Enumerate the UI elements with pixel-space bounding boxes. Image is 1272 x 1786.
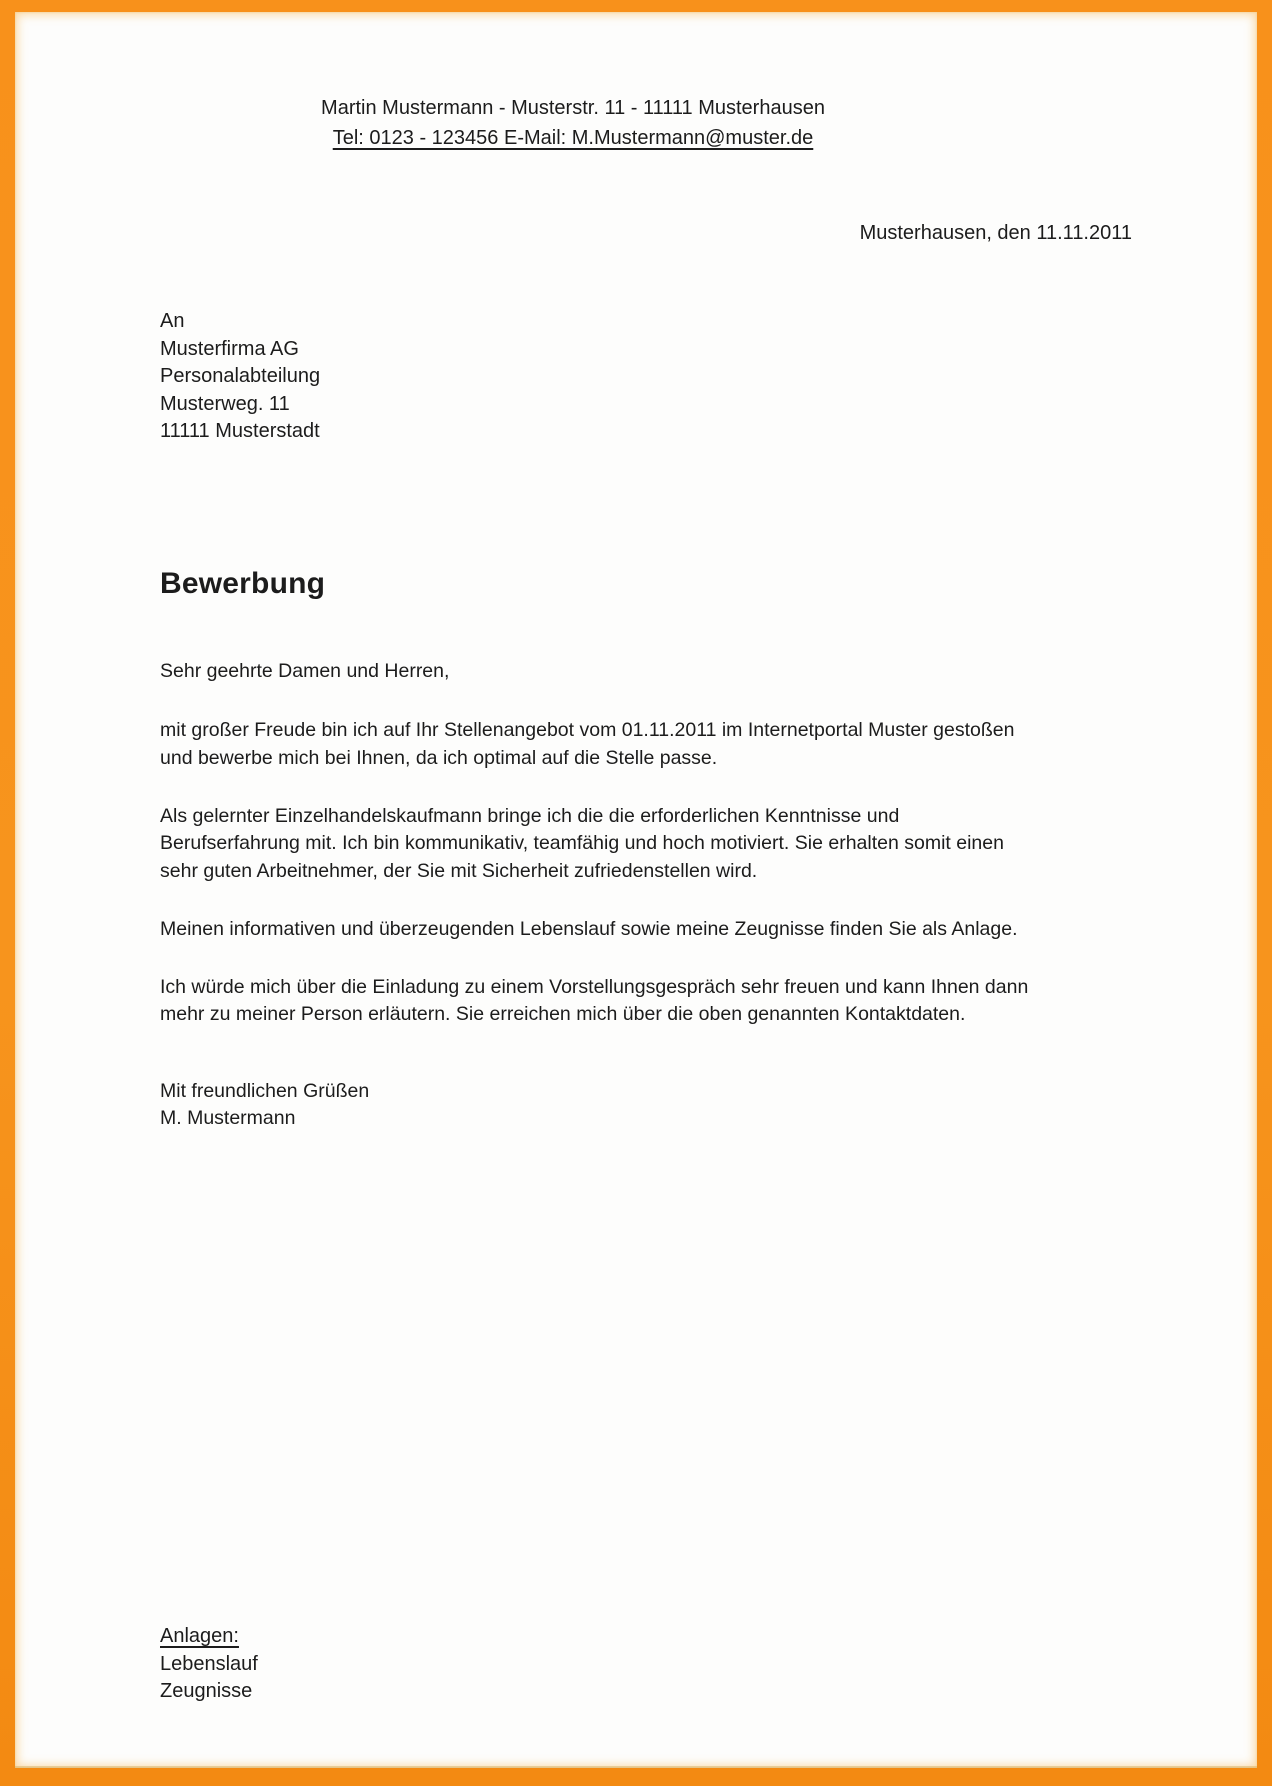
text-line: und bewerbe mich bei Ihnen, da ich optimal auf die Stelle passe. xyxy=(160,746,718,769)
sender-address-line: Martin Mustermann - Musterstr. 11 - 11111 Musterhausen xyxy=(321,97,825,119)
body-paragraphs xyxy=(160,717,1150,1059)
text-line: sehr guten Arbeitnehmer, der Sie mit Sicherheit zufriedenstellen wird. xyxy=(160,859,758,882)
body-paragraph xyxy=(160,717,1150,772)
attachments-heading: Anlagen: xyxy=(160,1625,239,1647)
recipient-address-line: Musterweg. 11 xyxy=(160,392,290,415)
closing-block xyxy=(160,1078,1150,1133)
text-line: Als gelernter Einzelhandelskaufmann bringe ich die die erforderlichen Kenntnisse und xyxy=(160,804,900,827)
attachment-item: Lebenslauf xyxy=(160,1652,258,1675)
text-line: mehr zu meiner Person erläutern. Sie erreichen mich über die oben genannten Kontaktdaten. xyxy=(160,1003,966,1025)
salutation: Sehr geehrte Damen und Herren, xyxy=(160,660,450,682)
closing-regards: Mit freundlichen Grüßen xyxy=(160,1079,370,1102)
text-line: mit großer Freude bin ich auf Ihr Stellenangebot vom 01.11.2011 im Internetportal Muster gestoßen xyxy=(160,719,1015,741)
date-line: Musterhausen, den 11.11.2011 xyxy=(859,222,1132,244)
attachment-item: Zeugnisse xyxy=(160,1680,253,1702)
attachments-list xyxy=(160,1651,258,1706)
text-line: Ich würde mich über die Einladung zu einem Vorstellungsgespräch sehr freuen und kann Ihnen dann xyxy=(160,975,1029,998)
recipient-address-line: 11111 Musterstadt xyxy=(160,420,320,442)
letter-page xyxy=(15,12,1257,1768)
body-paragraph xyxy=(160,803,1150,886)
recipient-address-line: An xyxy=(160,310,185,332)
sender-contact-line: Tel: 0123 - 123456 E-Mail: M.Mustermann@muster.de xyxy=(332,127,814,149)
text-line: Meinen informativen und überzeugenden Lebenslauf sowie meine Zeugnisse finden Sie als Anlage. xyxy=(160,917,1018,940)
subject-heading: Bewerbung xyxy=(160,567,326,600)
text-line: Berufserfahrung mit. Ich bin kommunikativ, teamfähig und hoch motiviert. Sie erhalten somit einen xyxy=(160,832,1004,854)
body-paragraph xyxy=(160,974,1150,1029)
letter-body xyxy=(160,658,1150,1133)
sender-header xyxy=(160,93,986,153)
recipient-address-line: Personalabteilung xyxy=(160,365,321,387)
attachments-block xyxy=(160,1623,258,1706)
body-paragraph xyxy=(160,916,1150,944)
recipient-address-line: Musterfirma AG xyxy=(160,337,299,360)
signature-name: M. Mustermann xyxy=(160,1107,296,1129)
recipient-address xyxy=(160,308,320,446)
